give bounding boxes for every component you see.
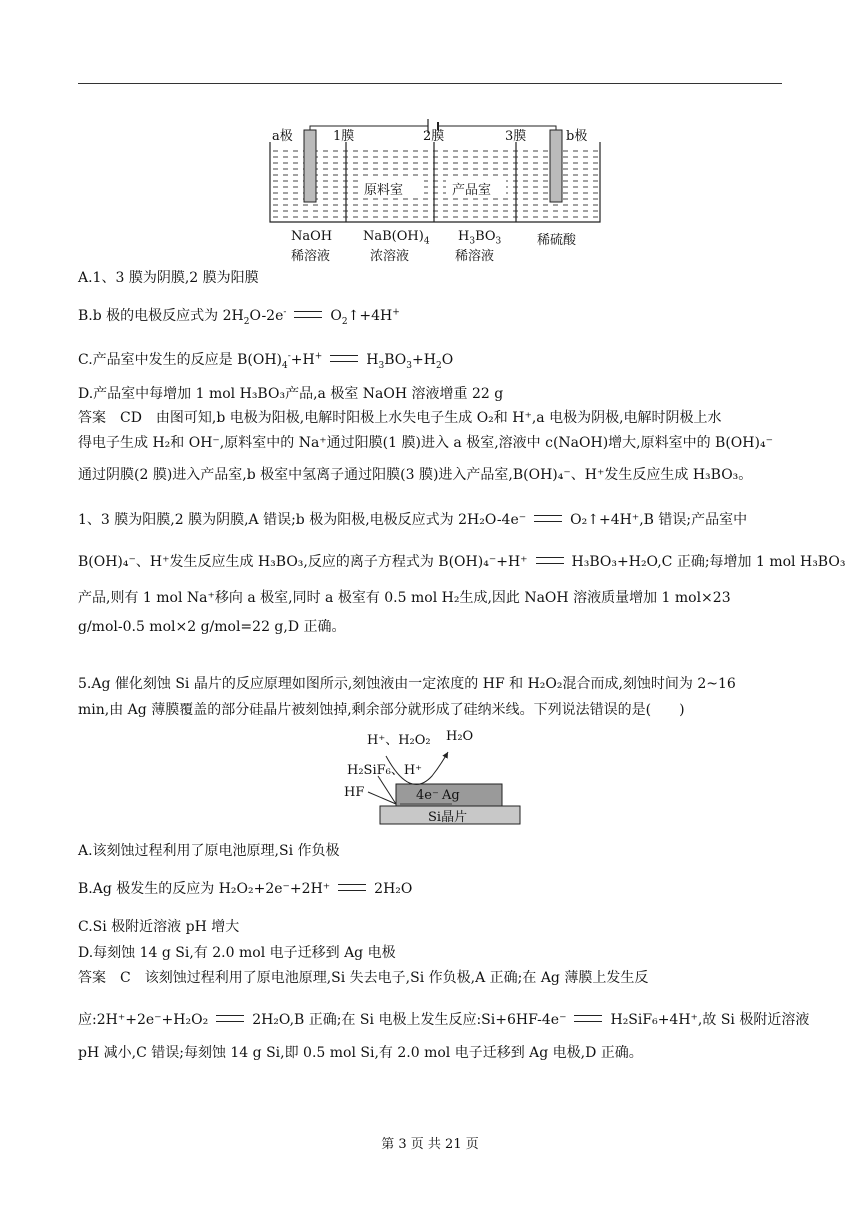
q4-answer-line-1: 答案 CD 由图可知,b 电极为阳极,电解时阳极上水失电子生成 O₂和 H⁺,a 电极为阴极,电解时阴极上水 xyxy=(78,410,722,426)
q4-answer-line-7: g/mol-0.5 mol×2 g/mol=22 g,D 正确。 xyxy=(78,619,346,635)
q4-option-a: A.1、3 膜为阴膜,2 膜为阳膜 xyxy=(78,270,259,286)
q4-answer-line-5: B(OH)₄⁻、H⁺发生反应生成 H₃BO₃,反应的离子方程式为 B(OH)₄⁻+H⁺ H₃BO₃+H₂O,C 正确;每增加 1 mol H₃BO₃ xyxy=(78,554,846,570)
label-si-wafer: Si晶片 xyxy=(428,810,468,825)
label-membrane-1: 1膜 xyxy=(333,129,355,144)
q4-option-b: B.b 极的电极反应式为 $2H_2O-2e^-$ $O_2↑+4H^+$ xyxy=(78,307,400,327)
label-h2o: H₂O xyxy=(446,729,474,744)
label-ag: Ag xyxy=(442,788,460,803)
q5-option-b: B.Ag 极发生的反应为 H₂O₂+2e⁻+2H⁺ 2H₂O xyxy=(78,881,413,897)
page-footer: 第 3 页 共 21 页 xyxy=(381,1137,479,1152)
q5-answer-line-1: 答案 C 该刻蚀过程利用了原电池原理,Si 失去电子,Si 作负极,A 正确;在 Ag 薄膜上发生反 xyxy=(78,970,649,986)
q4-answer-line-6: 产品,则有 1 mol Na⁺移向 a 极室,同时 a 极室有 0.5 mol H₂生成,因此 NaOH 溶液质量增加 1 mol×23 xyxy=(78,590,731,606)
q5-stem-line-1: 5.Ag 催化刻蚀 Si 晶片的反应原理如图所示,刻蚀液由一定浓度的 HF 和 H₂O₂混合而成,刻蚀时间为 2~16 xyxy=(78,676,736,692)
q4-option-d: D.产品室中每增加 1 mol H₃BO₃产品,a 极室 NaOH 溶液增重 22 g xyxy=(78,386,504,402)
label-sol-h3bo3: $H_3BO_3$ xyxy=(458,229,502,247)
q4-answer-line-3: 通过阴膜(2 膜)进入产品室,b 极室中氢离子通过阳膜(3 膜)进入产品室,B(OH)₄⁻、H⁺发生反应生成 H₃BO₃。 xyxy=(78,467,753,483)
label-electrode-b: b极 xyxy=(566,129,588,144)
q4-answer-line-4: 1、3 膜为阳膜,2 膜为阴膜,A 错误;b 极为阳极,电极反应式为 2H₂O-4e⁻ O₂↑+4H⁺,B 错误;产品室中 xyxy=(78,512,748,528)
label-sol-nabo: $NaB(OH)_4$ xyxy=(363,229,430,247)
label-chamber-raw: 原料室 xyxy=(364,183,404,198)
q4-answer-line-2: 得电子生成 H₂和 OH⁻,原料室中的 Na⁺通过阳膜(1 膜)进入 a 极室,溶液中 c(NaOH)增大,原料室中的 B(OH)₄⁻ xyxy=(78,435,773,451)
equals-sign xyxy=(338,884,366,891)
label-sol-naoh-dilute: 稀溶液 xyxy=(291,249,331,264)
label-sol-nabo-conc: 浓溶液 xyxy=(370,249,410,264)
label-electrons: 4e⁻ xyxy=(416,788,439,803)
label-electrode-a: a极 xyxy=(272,129,293,144)
q5-answer-line-3: pH 减小,C 错误;每刻蚀 14 g Si,即 0.5 mol Si,有 2.0 mol 电子迁移到 Ag 电极,D 正确。 xyxy=(78,1045,643,1061)
q5-answer-line-2: 应:2H⁺+2e⁻+H₂O₂ 2H₂O,B 正确;在 Si 电极上发生反应:Si+6HF-4e⁻ H₂SiF₆+4H⁺,故 Si 极附近溶液 xyxy=(78,1012,810,1028)
equals-sign xyxy=(216,1015,244,1022)
label-membrane-3: 3膜 xyxy=(505,129,527,144)
q4-option-c: C.产品室中发生的反应是 $B(OH)_4^-+H^+$ $H_3BO_3+H_2O$ xyxy=(78,351,454,371)
equals-sign xyxy=(294,311,322,318)
label-h2sif6: H₂SiF₆、H⁺ xyxy=(347,763,423,778)
label-sol-h3bo3-dilute: 稀溶液 xyxy=(455,249,495,264)
label-sol-h2so4: 稀硫酸 xyxy=(537,233,577,248)
label-h-h2o2: H⁺、H₂O₂ xyxy=(367,733,431,748)
equals-sign xyxy=(574,1015,602,1022)
label-chamber-product: 产品室 xyxy=(452,183,492,198)
label-membrane-2: 2膜 xyxy=(423,129,445,144)
equals-sign xyxy=(534,515,562,522)
equals-sign xyxy=(330,355,358,362)
header-rule xyxy=(78,83,782,84)
label-sol-naoh: NaOH xyxy=(291,229,333,244)
label-hf: HF xyxy=(344,785,365,800)
q5-option-a: A.该刻蚀过程利用了原电池原理,Si 作负极 xyxy=(78,843,340,859)
q5-stem-line-2: min,由 Ag 薄膜覆盖的部分硅晶片被刻蚀掉,剩余部分就形成了硅纳米线。下列说法错误的是( ) xyxy=(78,702,685,718)
equals-sign xyxy=(536,557,564,564)
q5-option-c: C.Si 极附近溶液 pH 增大 xyxy=(78,919,240,935)
q5-option-d: D.每刻蚀 14 g Si,有 2.0 mol 电子迁移到 Ag 电极 xyxy=(78,945,396,961)
